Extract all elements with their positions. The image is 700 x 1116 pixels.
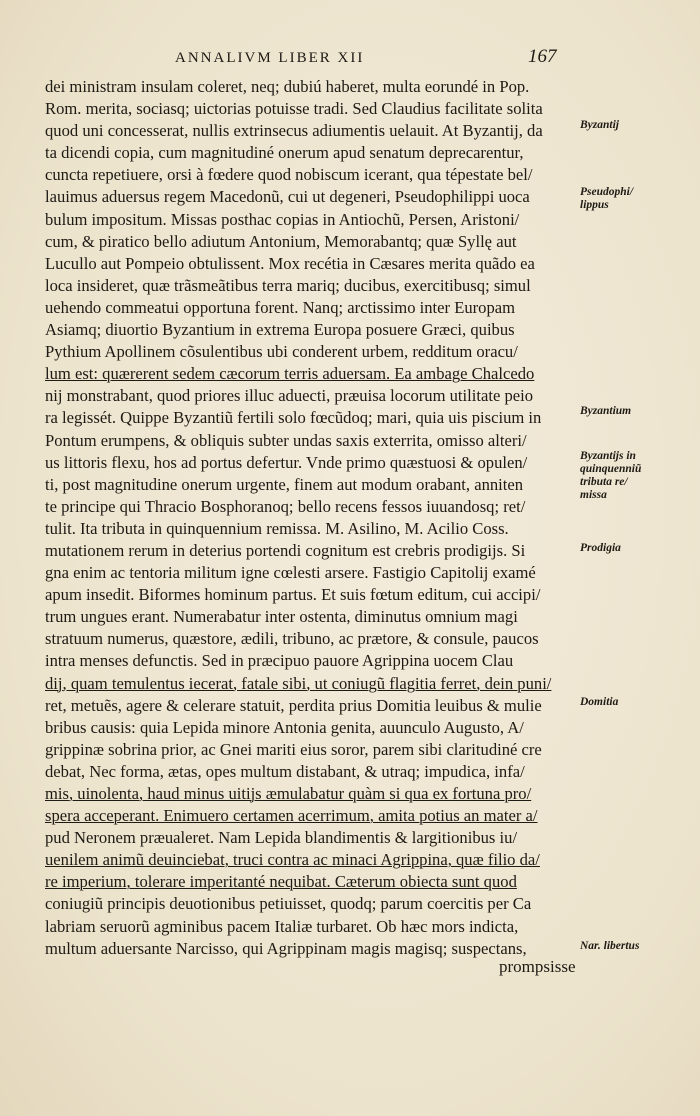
text-line: stratuum numerus, quæstore, ædili, tribuno, ac prætore, & consule, paucos [45,629,539,649]
text-line: bulum impositum. Missas posthac copias in Antiochũ, Persen, Aristoni/ [45,209,520,229]
catchword: prompsisse [499,957,576,976]
text-line: gna enim ac tentoria militum igne cœlesti arsere. Fastigio Capitolij examé [45,563,536,583]
text-line: ra legissét. Quippe Byzantiũ fertili solo fœcũdoq; mari, quia uis piscium in [45,408,542,428]
text-line: te principe qui Thracio Bosphoranoq; bello recens fessos iuuandosq; ret/ [45,496,526,516]
text-line: ta dicendi copia, cum magnitudiné onerum apud senatum deprecarentur, [45,143,524,163]
text-line: tulit. Ita tributa in quinquennium remissa. M. Asilino, M. Acilio Coss. [45,518,509,538]
text-line: cum, & piratico bello adiutum Antonium, Memorabantq; quæ Syllę aut [45,231,517,251]
marginal-note: Byzantij [580,119,619,131]
text-line: quod uni concesserat, nullis extrinsecus adiumentis uelauit. At Byzantij, da [45,121,543,141]
marginal-note: Byzantium [580,405,632,417]
text-line: lauimus aduersus regem Macedonũ, cui ut degeneri, Pseudophilippi uoca [45,187,530,207]
text-line: lum est: quærerent sedem cæcorum terris aduersam. Ea ambage Chalcedo [45,364,535,384]
marginal-note: Pseudophi/ lippus [580,186,634,211]
text-line: dei ministram insulam coleret, neq; dubiú haberet, multa eorundé in Pop. [45,77,530,96]
text-line: uehendo commeatui opportuna forent. Nanq; arctissimo inter Europam [45,297,516,317]
text-line: debat, Nec forma, ætas, opes multum distabant, & utraq; impudica, infa/ [45,761,525,781]
page-header [0,46,700,74]
text-line: Pythium Apollinem cõsulentibus ubi conderent urbem, redditum oracu/ [45,342,518,362]
text-line: Lucullo aut Pompeio obtulissent. Mox recétia in Cæsares merita quãdo ea [45,253,535,273]
text-line: apum insedit. Biformes hominum partus. Et suis fœtum editum, cui accipi/ [45,585,541,605]
text-line: pud Neronem præualeret. Nam Lepida blandimentis & largitionibus iu/ [45,828,518,848]
marginal-note: Domitia [580,696,619,708]
text-line: spera acceperant. Enimuero certamen acerrimum, amita potius an mater a/ [45,806,538,826]
text-line: re imperium, tolerare imperitanté nequibat. Cæterum obiecta sunt quod [45,872,517,892]
text-line: grippinæ sobrina prior, ac Gnei mariti eius soror, parem sibi claritudiné cre [45,739,542,759]
running-title: ANNALIVM LIBER XII [175,50,365,66]
text-line: ret, metuẽs, agere & celerare statuit, perdita prius Domitia leuibus & mulie [45,695,542,715]
folio-number: 167 [528,46,557,67]
text-line: intra menses defunctis. Sed in præcipuo pauore Agrippina uocem Clau [45,651,514,671]
text-line: us littoris flexu, hos ad portus defertur. Vnde primo quæstuosi & opulen/ [45,452,528,472]
text-line: nij monstrabant, quod priores illuc aduecti, præuisa locorum utilitate peio [45,386,534,406]
text-line: uenilem animũ deuinciebat, truci contra ac minaci Agrippina, quæ filio da/ [45,850,540,870]
text-line: bribus causis: quia Lepida minore Antonia genita, auunculo Augusto, A/ [45,717,524,737]
text-line: coniugiũ principis deuotionibus petiuisset, quodq; parum coercitis per Ca [45,894,532,914]
text-line: loca insideret, quæ trãsmeãtibus terra mariq; ducibus, exercitibusq; simul [45,275,531,295]
marginal-note: Prodigia [580,542,621,554]
marginal-note: Byzantijs in quinquenniũ tributa re/ missa [580,450,642,501]
text-line: Pontum erumpens, & obliquis subter undas saxis exterrita, omisso alteri/ [45,430,527,450]
text-line: labriam seruorũ agminibus pacem Italiæ turbaret. Ob hæc mors indicta, [45,916,519,936]
main-text-block [45,76,580,960]
text-line: ti, post magnitudine onerum urgente, finem aut modum orabant, anniten [45,474,524,494]
text-line: Asiamq; diuortio Byzantium in extrema Europa posuere Græci, quibus [45,320,515,340]
text-line: cuncta repetiuere, orsi à fœdere quod nobiscum icerant, qua tépestate bel/ [45,165,533,185]
text-line: mutationem rerum in deterius portendi cognitum est crebris prodigijs. Si [45,540,526,560]
text-line: multum aduersante Narcisso, qui Agrippinam magis magisq; suspectans, [45,938,527,958]
text-line: dij, quam temulentus iecerat, fatale sibi, ut coniugũ flagitia ferret, dein puni/ [45,673,552,693]
text-line: mis, uinolenta, haud minus uitijs æmulabatur quàm si qua ex fortuna pro/ [45,784,532,803]
text-line: trum ungues erant. Numerabatur inter ostenta, diminutus omnium magi [45,607,518,627]
marginal-note: Nar. libertus [580,940,640,952]
text-line: Rom. merita, sociasq; uictorias potuisse tradi. Sed Claudius facilitate solita [45,99,543,119]
